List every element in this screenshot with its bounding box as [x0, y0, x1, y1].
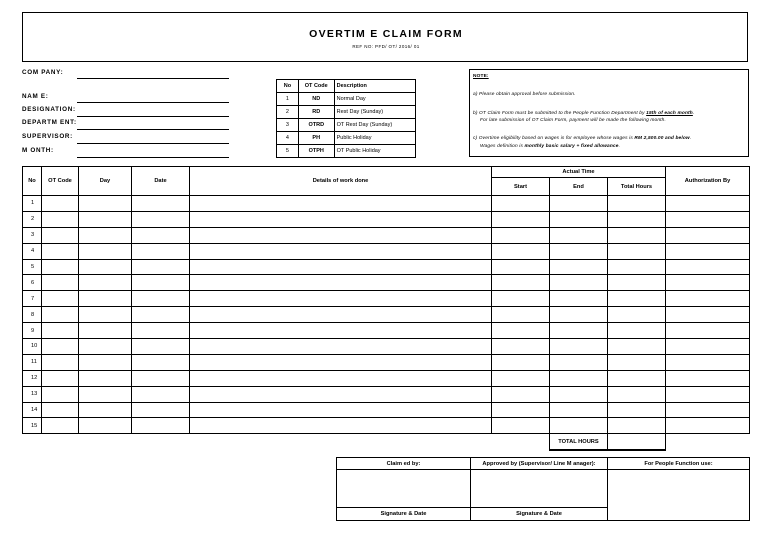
ot-code-no: 1 — [277, 93, 299, 106]
ot-code-cell[interactable] — [42, 354, 79, 370]
day-cell[interactable] — [79, 243, 132, 259]
authorization-cell[interactable] — [666, 370, 750, 386]
ot-code-no: 5 — [277, 145, 299, 158]
ot-code: OTPH — [298, 145, 334, 158]
end-cell[interactable] — [550, 354, 608, 370]
total-row-spacer — [23, 434, 550, 450]
table-row — [23, 402, 750, 418]
details-cell[interactable] — [190, 259, 492, 275]
table-header-row — [23, 167, 750, 178]
total-hours-cell[interactable] — [608, 323, 666, 339]
start-cell[interactable] — [492, 196, 550, 212]
total-hours-cell[interactable] — [608, 259, 666, 275]
ot-code-cell[interactable] — [42, 323, 79, 339]
ot-code-row — [277, 132, 416, 145]
header-date: Date — [132, 167, 190, 196]
end-cell[interactable] — [550, 259, 608, 275]
date-cell[interactable] — [132, 339, 190, 355]
ot-code-description: Normal Day — [334, 93, 415, 106]
ot-code-header-description: Description — [334, 80, 415, 93]
total-hours-cell[interactable] — [608, 227, 666, 243]
company-label: COM PANY: — [22, 69, 64, 76]
note-c2-wage-definition: monthly basic salary + fixed allowance — [524, 144, 619, 149]
ot-code-cell[interactable] — [42, 339, 79, 355]
details-cell[interactable] — [190, 323, 492, 339]
name-field[interactable] — [77, 102, 229, 103]
name-label: NAM E: — [22, 93, 49, 100]
day-cell[interactable] — [79, 307, 132, 323]
total-hours-cell[interactable] — [608, 354, 666, 370]
day-cell[interactable] — [79, 291, 132, 307]
note-c1-wage-limit: RM 2,500.00 and below — [634, 136, 690, 141]
day-cell[interactable] — [79, 323, 132, 339]
signature-space-row — [337, 470, 750, 508]
details-cell[interactable] — [190, 354, 492, 370]
ot-code: RD — [298, 106, 334, 119]
ot-code-description: OT Public Holiday — [334, 145, 415, 158]
total-row-spacer-right — [666, 434, 750, 450]
start-cell[interactable] — [492, 211, 550, 227]
end-cell[interactable] — [550, 307, 608, 323]
note-c1-end: . — [689, 136, 692, 141]
reference-number: REF NO: PFD/ OT/ 2016/ 01 — [352, 44, 420, 49]
details-cell[interactable] — [190, 227, 492, 243]
authorization-cell[interactable] — [666, 196, 750, 212]
table-row — [23, 243, 750, 259]
end-cell[interactable] — [550, 323, 608, 339]
note-b1-deadline: 15th of each month — [646, 111, 693, 116]
designation-label: DESIGNATION: — [22, 106, 76, 113]
details-cell[interactable] — [190, 307, 492, 323]
ot-code-cell[interactable] — [42, 275, 79, 291]
date-cell[interactable] — [132, 354, 190, 370]
people-function-label: For People Function use: — [608, 458, 750, 470]
table-row — [23, 339, 750, 355]
supervisor-label: SUPERVISOR: — [22, 133, 73, 140]
end-cell[interactable] — [550, 211, 608, 227]
ot-code-cell[interactable] — [42, 227, 79, 243]
total-hours-cell[interactable] — [608, 386, 666, 402]
table-row — [23, 291, 750, 307]
details-cell[interactable] — [190, 243, 492, 259]
ot-code-cell[interactable] — [42, 259, 79, 275]
row-number: 4 — [23, 243, 42, 259]
start-cell[interactable] — [492, 418, 550, 434]
end-cell[interactable] — [550, 339, 608, 355]
date-cell[interactable] — [132, 243, 190, 259]
table-row — [23, 354, 750, 370]
authorization-cell[interactable] — [666, 307, 750, 323]
date-cell[interactable] — [132, 211, 190, 227]
total-hours-cell[interactable] — [608, 418, 666, 434]
row-number: 5 — [23, 259, 42, 275]
date-cell[interactable] — [132, 227, 190, 243]
date-cell[interactable] — [132, 291, 190, 307]
day-cell[interactable] — [79, 259, 132, 275]
end-cell[interactable] — [550, 227, 608, 243]
day-cell[interactable] — [79, 386, 132, 402]
ot-code: ND — [298, 93, 334, 106]
ot-code-description: OT Rest Day (Sunday) — [334, 119, 415, 132]
row-number: 15 — [23, 418, 42, 434]
ot-code-row — [277, 106, 416, 119]
authorization-cell[interactable] — [666, 418, 750, 434]
details-cell[interactable] — [190, 418, 492, 434]
ot-code-description: Public Holiday — [334, 132, 415, 145]
signature-header-row — [337, 458, 750, 470]
authorization-cell[interactable] — [666, 402, 750, 418]
note-title: NOTE: — [473, 74, 489, 79]
header-authorization: Authorization By — [666, 167, 750, 196]
details-cell[interactable] — [190, 370, 492, 386]
start-cell[interactable] — [492, 354, 550, 370]
row-number: 7 — [23, 291, 42, 307]
row-number: 10 — [23, 339, 42, 355]
start-cell[interactable] — [492, 259, 550, 275]
ot-code-table — [276, 79, 416, 158]
header-actual-time: Actual Time — [492, 167, 666, 178]
end-cell[interactable] — [550, 402, 608, 418]
table-row — [23, 259, 750, 275]
day-cell[interactable] — [79, 211, 132, 227]
total-hours-cell[interactable] — [608, 211, 666, 227]
supervisor-field[interactable] — [77, 143, 229, 144]
total-hours-cell[interactable] — [608, 243, 666, 259]
ot-code-cell[interactable] — [42, 386, 79, 402]
header-total-hours: Total Hours — [608, 178, 666, 196]
header-start: Start — [492, 178, 550, 196]
department-field[interactable] — [77, 129, 229, 130]
start-cell[interactable] — [492, 291, 550, 307]
start-cell[interactable] — [492, 386, 550, 402]
row-number: 9 — [23, 323, 42, 339]
end-cell[interactable] — [550, 243, 608, 259]
authorization-cell[interactable] — [666, 275, 750, 291]
people-function-box[interactable] — [608, 470, 750, 521]
note-b-line2: For late submission of OT Claim Form, payment will be made the following month. — [480, 118, 666, 123]
row-number: 1 — [23, 196, 42, 212]
ot-code-cell[interactable] — [42, 402, 79, 418]
authorization-cell[interactable] — [666, 243, 750, 259]
header-day: Day — [79, 167, 132, 196]
ot-code-description: Rest Day (Sunday) — [334, 106, 415, 119]
end-cell[interactable] — [550, 418, 608, 434]
claimed-by-signature-box[interactable] — [337, 470, 471, 508]
row-number: 3 — [23, 227, 42, 243]
authorization-cell[interactable] — [666, 227, 750, 243]
ot-code-cell[interactable] — [42, 291, 79, 307]
ot-code-cell[interactable] — [42, 370, 79, 386]
ot-code-row — [277, 93, 416, 106]
row-number: 6 — [23, 275, 42, 291]
date-cell[interactable] — [132, 418, 190, 434]
date-cell[interactable] — [132, 275, 190, 291]
table-row — [23, 227, 750, 243]
start-cell[interactable] — [492, 243, 550, 259]
claimed-by-label: Claim ed by: — [337, 458, 471, 470]
authorization-cell[interactable] — [666, 323, 750, 339]
ot-code-header-code: OT Code — [298, 80, 334, 93]
start-cell[interactable] — [492, 370, 550, 386]
day-cell[interactable] — [79, 370, 132, 386]
ot-code-cell[interactable] — [42, 418, 79, 434]
note-c2-end: . — [618, 144, 621, 149]
signature-table — [336, 457, 750, 521]
details-cell[interactable] — [190, 275, 492, 291]
date-cell[interactable] — [132, 370, 190, 386]
day-cell[interactable] — [79, 339, 132, 355]
row-number: 13 — [23, 386, 42, 402]
authorization-cell[interactable] — [666, 291, 750, 307]
total-hours-cell[interactable] — [608, 339, 666, 355]
total-hours-cell[interactable] — [608, 307, 666, 323]
day-cell[interactable] — [79, 275, 132, 291]
ot-code-no: 3 — [277, 119, 299, 132]
start-cell[interactable] — [492, 227, 550, 243]
header-no: No — [23, 167, 42, 196]
table-row — [23, 275, 750, 291]
company-field[interactable] — [77, 78, 229, 79]
month-label: M ONTH: — [22, 147, 54, 154]
ot-code-cell[interactable] — [42, 211, 79, 227]
day-cell[interactable] — [79, 354, 132, 370]
note-b1-end: . — [692, 111, 695, 116]
table-row — [23, 211, 750, 227]
table-row — [23, 418, 750, 434]
day-cell[interactable] — [79, 402, 132, 418]
end-cell[interactable] — [550, 275, 608, 291]
day-cell[interactable] — [79, 196, 132, 212]
note-box — [469, 69, 749, 157]
note-a: a) Please obtain approval before submission. — [473, 92, 576, 97]
row-number: 2 — [23, 211, 42, 227]
total-hours-value[interactable] — [608, 434, 666, 450]
department-label: DEPARTM ENT: — [22, 119, 77, 126]
note-b-line1 — [473, 111, 694, 116]
claimed-by-signature-date-label: Signature & Date — [337, 508, 471, 521]
end-cell[interactable] — [550, 386, 608, 402]
note-c2-text: Wages definition is — [480, 144, 525, 149]
start-cell[interactable] — [492, 307, 550, 323]
ot-code-cell[interactable] — [42, 243, 79, 259]
authorization-cell[interactable] — [666, 339, 750, 355]
header-ot-code: OT Code — [42, 167, 79, 196]
total-row — [23, 434, 750, 450]
total-hours-cell[interactable] — [608, 196, 666, 212]
start-cell[interactable] — [492, 323, 550, 339]
day-cell[interactable] — [79, 227, 132, 243]
date-cell[interactable] — [132, 402, 190, 418]
header-end: End — [550, 178, 608, 196]
date-cell[interactable] — [132, 323, 190, 339]
authorization-cell[interactable] — [666, 211, 750, 227]
ot-code-no: 2 — [277, 106, 299, 119]
ot-code: PH — [298, 132, 334, 145]
approved-by-label: Approved by (Supervisor/ Line M anager): — [471, 458, 608, 470]
overtime-entries-table — [22, 166, 750, 451]
table-row — [23, 386, 750, 402]
day-cell[interactable] — [79, 418, 132, 434]
details-cell[interactable] — [190, 339, 492, 355]
details-cell[interactable] — [190, 211, 492, 227]
total-hours-cell[interactable] — [608, 402, 666, 418]
row-number: 11 — [23, 354, 42, 370]
details-cell[interactable] — [190, 291, 492, 307]
table-row — [23, 370, 750, 386]
start-cell[interactable] — [492, 339, 550, 355]
ot-code-cell[interactable] — [42, 196, 79, 212]
authorization-cell[interactable] — [666, 386, 750, 402]
total-hours-cell[interactable] — [608, 370, 666, 386]
note-c1-text: c) Overtime eligibility based on wages is for employee whose wages is — [473, 136, 635, 141]
table-row — [23, 307, 750, 323]
ot-code-no: 4 — [277, 132, 299, 145]
end-cell[interactable] — [550, 370, 608, 386]
table-row — [23, 196, 750, 212]
date-cell[interactable] — [132, 259, 190, 275]
approved-by-signature-date-label: Signature & Date — [471, 508, 608, 521]
form-title: OVERTIM E CLAIM FORM — [309, 28, 463, 40]
ot-code-cell[interactable] — [42, 307, 79, 323]
ot-code-header-no: No — [277, 80, 299, 93]
approved-by-signature-box[interactable] — [471, 470, 608, 508]
authorization-cell[interactable] — [666, 354, 750, 370]
designation-field[interactable] — [77, 116, 229, 117]
header-details: Details of work done — [190, 167, 492, 196]
end-cell[interactable] — [550, 196, 608, 212]
note-c-line2 — [480, 144, 620, 149]
form-header — [22, 12, 748, 62]
ot-code-header-row — [277, 80, 416, 93]
row-number: 8 — [23, 307, 42, 323]
total-hours-cell[interactable] — [608, 291, 666, 307]
authorization-cell[interactable] — [666, 259, 750, 275]
note-c-line1 — [473, 136, 691, 141]
details-cell[interactable] — [190, 386, 492, 402]
ot-code: OTRD — [298, 119, 334, 132]
details-cell[interactable] — [190, 196, 492, 212]
row-number: 14 — [23, 402, 42, 418]
start-cell[interactable] — [492, 275, 550, 291]
start-cell[interactable] — [492, 402, 550, 418]
date-cell[interactable] — [132, 196, 190, 212]
total-hours-cell[interactable] — [608, 275, 666, 291]
table-row — [23, 323, 750, 339]
details-cell[interactable] — [190, 402, 492, 418]
ot-code-row — [277, 145, 416, 158]
total-hours-label: TOTAL HOURS — [550, 434, 608, 450]
month-field[interactable] — [77, 157, 229, 158]
ot-code-row — [277, 119, 416, 132]
date-cell[interactable] — [132, 386, 190, 402]
note-b1-text: b) OT Claim Form must be submitted to the People Function Department by — [473, 111, 647, 116]
date-cell[interactable] — [132, 307, 190, 323]
row-number: 12 — [23, 370, 42, 386]
end-cell[interactable] — [550, 291, 608, 307]
